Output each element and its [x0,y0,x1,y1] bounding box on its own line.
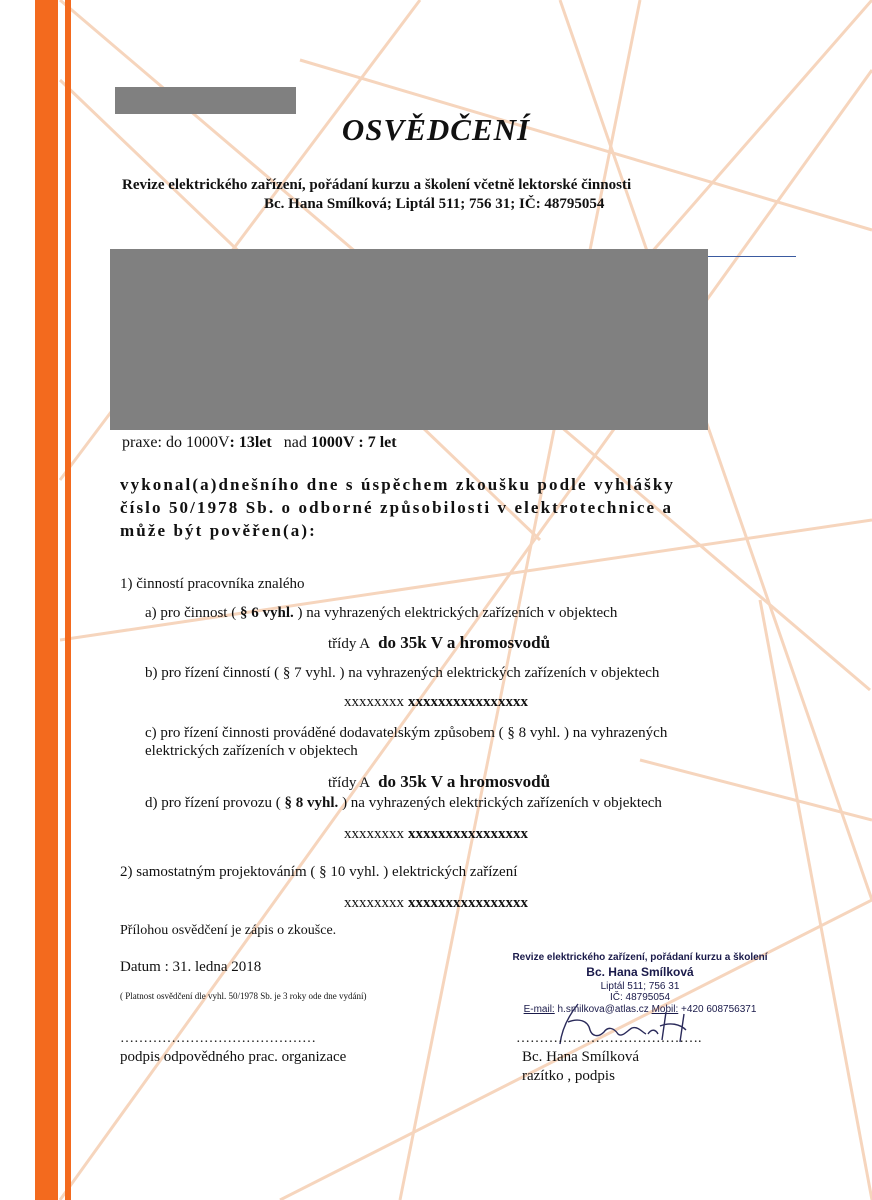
signature-label-right: razítko , podpis [522,1068,615,1084]
issue-date: Datum : 31. ledna 2018 [120,959,262,975]
header-line-2: Bc. Hana Smílková; Liptál 511; 756 31; IČ: 48795054 [264,196,605,212]
header-line-1: Revize elektrického zařízení, pořádaní kurzu a školení včetně lektorské činnosti [122,177,632,193]
item-d-x2: xxxxxxxxxxxxxxxx [408,826,528,842]
item-c-class [328,772,550,792]
item-a-class-value: do 35k V a hromosvodů [378,633,551,652]
praxe-value-2: : 7 let [358,434,397,451]
item-b: b) pro řízení činností ( § 7 vyhl. ) na vyhrazených elektrických zařízeních v objektech [145,665,660,681]
stamp-email: h.smilkova@atlas.cz [557,1004,649,1015]
item-c-class-value: do 35k V a hromosvodů [378,772,551,791]
stamp-mobile: +420 608756371 [681,1004,757,1015]
section-2-x [344,894,528,912]
redaction-main [110,249,708,430]
section-2-title: 2) samostatným projektováním ( § 10 vyhl. ) elektrických zařízení [120,864,518,880]
underline-rule [700,256,796,257]
item-b-x [344,693,528,711]
stamp-mobile-label: Mobil: [651,1004,679,1015]
item-c-class-label: třídy A [328,775,371,791]
stamp-line-2: Bc. Hana Smílková [586,965,694,979]
item-d-pre: d) pro řízení provozu ( [145,795,285,811]
item-a-class [328,633,550,653]
signature-name-right: Bc. Hana Smílková [522,1049,640,1065]
item-a-pre: a) pro činnost ( [145,605,240,621]
praxe-label-2b: 1000V [310,434,355,451]
item-b-x2: xxxxxxxxxxxxxxxx [408,694,528,710]
stamp-line-1: Revize elektrického zařízení, pořádaní kurzu a školení [512,952,768,963]
document-title: OSVĚDČENÍ [341,112,531,147]
signature-label-left: podpis odpovědného prac. organizace [120,1049,347,1065]
validity-note: ( Platnost osvědčení dle vyhl. 50/1978 Sb. je 3 roky ode dne vydání) [120,991,367,1001]
section-1-title: 1) činností pracovníka znalého [120,576,305,592]
attachment-note: Přílohou osvědčení je zápis o zkoušce. [120,923,337,938]
item-a-class-label: třídy A [328,636,371,652]
item-d [145,795,662,812]
item-d-x1: xxxxxxxx [344,826,404,842]
exam-line-2: číslo 50/1978 Sb. o odborné způsobilosti v elektrotechnice a [120,498,674,517]
signature-dots-left: …………………………………… [120,1031,316,1046]
stamp-email-label: E-mail: [523,1004,555,1015]
item-b-x1: xxxxxxxx [344,694,404,710]
item-d-post: ) na vyhrazených elektrických zařízeních v objektech [338,795,662,811]
stamp-line-4: IČ: 48795054 [609,992,671,1003]
exam-line-1: vykonal(a)dnešního dne s úspěchem zkoušku podle vyhlášky [120,475,676,494]
redaction-top [115,87,296,114]
item-d-paragraph: § 8 vyhl. [284,795,339,811]
stamp-line-3: Liptál 511; 756 31 [600,981,680,992]
item-c-line-2: elektrických zařízeních v objektech [145,743,358,759]
item-a-post: ) na vyhrazených elektrických zařízeních v objektech [293,605,618,621]
praxe-value-1: : 13let [229,434,272,451]
praxe-label-1: praxe: do 1000V [122,434,230,451]
praxe-line [122,434,397,452]
item-c-line-1: c) pro řízení činnosti prováděné dodavatelským způsobem ( § 8 vyhl. ) na vyhrazených [145,725,668,741]
item-a-paragraph: § 6 vyhl. [239,605,294,621]
item-a [145,605,617,622]
orange-stripe-wide [35,0,58,1200]
signature-dots-right: …………………………………. [516,1031,702,1046]
exam-line-3: může být pověřen(a): [120,521,317,540]
section-2-x1: xxxxxxxx [344,895,404,911]
item-d-x [344,825,528,843]
praxe-label-2: nad [283,434,307,451]
orange-stripe-narrow [65,0,71,1200]
section-2-x2: xxxxxxxxxxxxxxxx [408,895,528,911]
